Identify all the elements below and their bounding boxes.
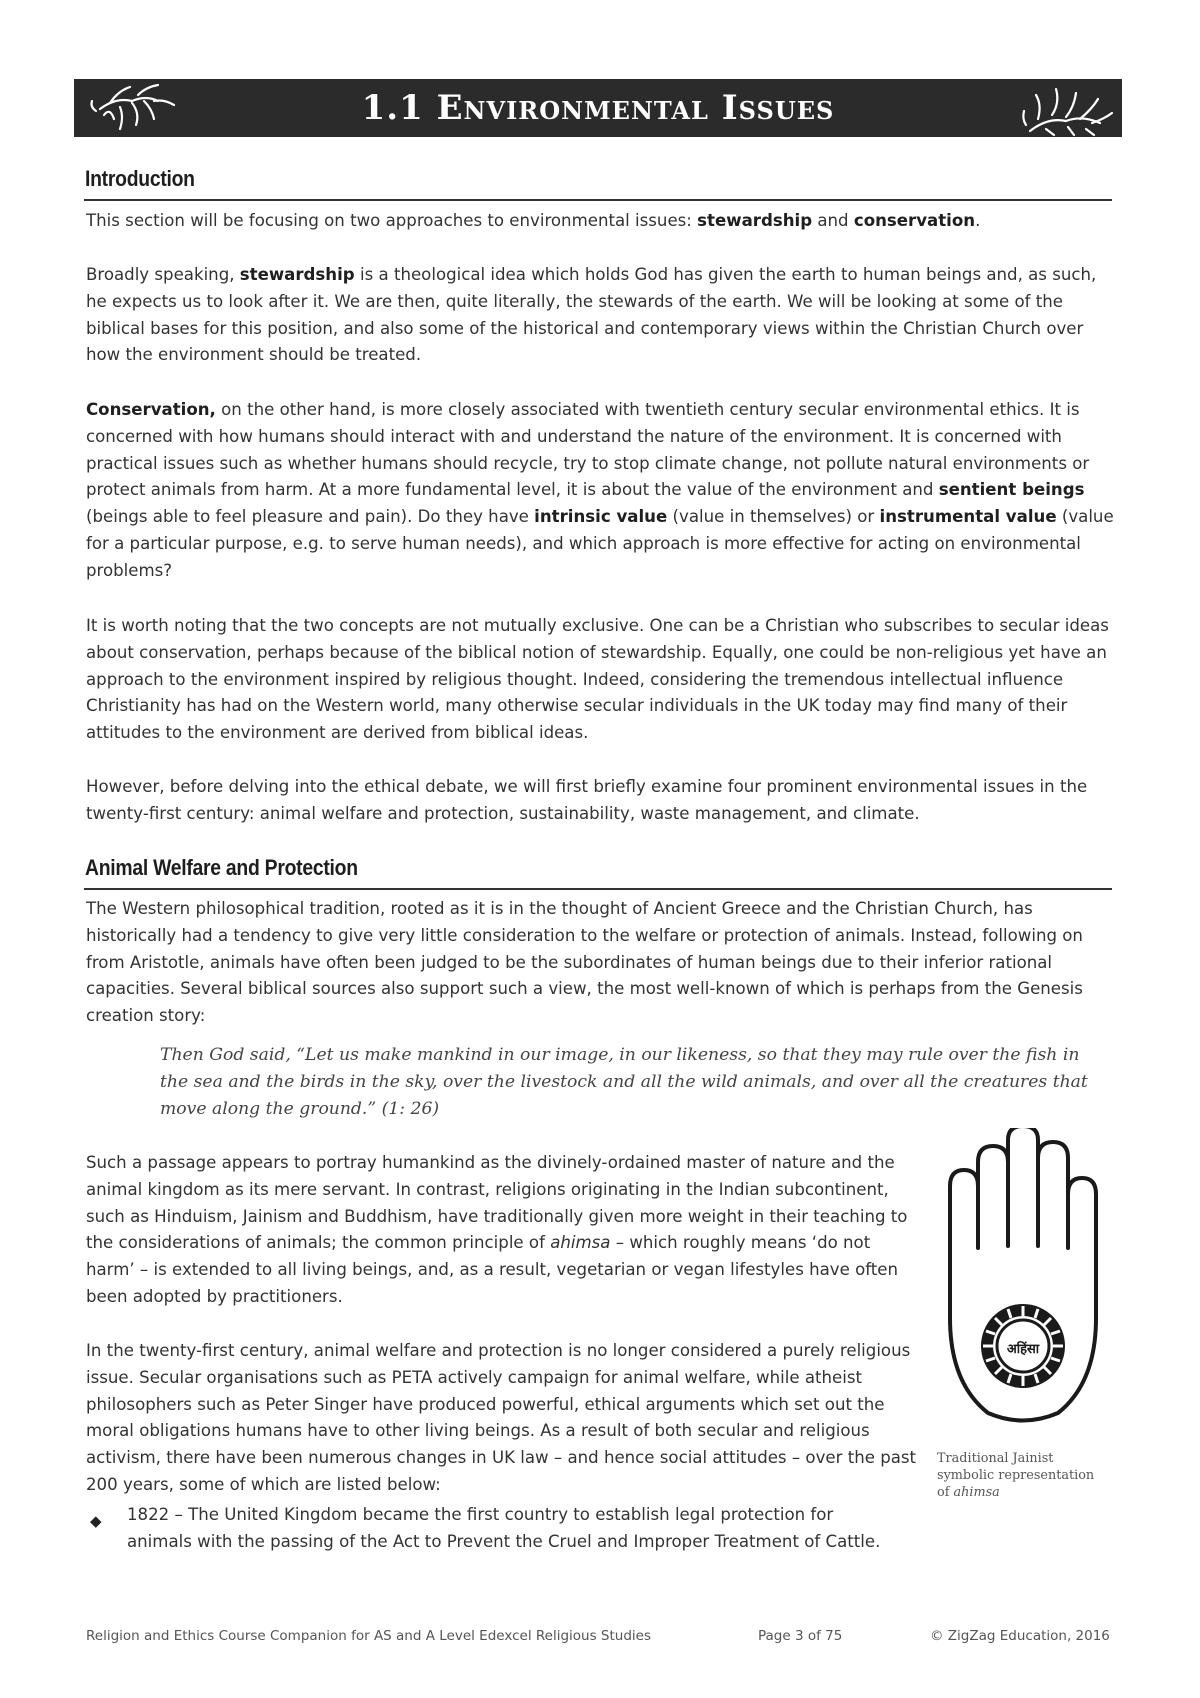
section-heading-animal-welfare: Animal Welfare and Protection <box>85 855 358 880</box>
bullet-item-1822: 1822 – The United Kingdom became the first country to establish legal protection for animals with the passing of the Act to Prevent the Cruel and Improper Treatment of Cattle. <box>127 1505 881 1551</box>
animal-welfare-paragraph-2: Such a passage appears to portray humankind as the divinely-ordained master of nature and the animal kingdom as its mere servant. In contrast, religions originating in the Indian subcontinent, such as Hinduism, Jainism and Buddhism, have traditionally given more weight in their teaching to the considerations of animals; the common principle of ahimsa – which roughly means ‘do not harm’ – is extended to all living beings, and, as a result, vegetarian or vegan lifestyles have often been adopted by practitioners. <box>86 1153 908 1306</box>
intro-paragraph-5: However, before delving into the ethical debate, we will first briefly examine four prominent environmental issues in the twenty-first century: animal welfare and protection, sustainability, waste management, and climate. <box>86 777 1088 823</box>
footer-page-number: Page 3 of 75 <box>758 1628 843 1644</box>
animal-welfare-paragraph-3: In the twenty-first century, animal welfare and protection is no longer considered a purely religious issue. Secular organisations such as PETA actively campaign for animal welfare, while atheist philosophers such as Peter Singer have produced powerful, ethical arguments which set out the moral obligations humans have to other living beings. As a result of both secular and religious activism, there have been numerous changes in UK law – and hence social attitudes – over the past 200 years, some of which are listed below: <box>86 1341 917 1494</box>
animal-welfare-paragraph-1: The Western philosophical tradition, rooted as it is in the thought of Ancient Greece and the Christian Church, has historically had a tendency to give very little consideration to the welfare or protection of animals. Instead, following on from Aristotle, animals have often been judged to be the subordinates of human beings due to their inferior rational capacities. Several biblical sources also support such a view, the most well-known of which is perhaps from the Genesis creation story: <box>86 899 1083 1026</box>
section-heading-introduction: Introduction <box>85 166 195 191</box>
ahimsa-emblem-text: अहिंसा <box>1006 1342 1040 1357</box>
genesis-quote: Then God said, “Let us make mankind in our image, in our likeness, so that they may rule over the fish in the sea and the birds in the sky, over the livestock and all the wild animals, and over all the creatures that move along the ground.” (1: 26) <box>160 1045 1088 1119</box>
sun-decoration-icon <box>1008 79 1118 137</box>
footer-copyright: © ZigZag Education, 2016 <box>930 1628 1110 1644</box>
title-banner <box>74 79 1122 137</box>
page-title: 1.1 Environmental Issues <box>361 88 835 128</box>
intro-paragraph-3: Conservation, on the other hand, is more closely associated with twentieth century secular environmental ethics. It is concerned with how humans should interact with and understand the nature of the environment. It is concerned with practical issues such as whether humans should recycle, try to stop climate change, not pollute natural environments or protect animals from harm. At a more fundamental level, it is about the value of the environment and sentient beings (beings able to feel pleasure and pain). Do they have intrinsic value (value in themselves) or instrumental value (value for a particular purpose, e.g. to serve human needs), and which approach is more effective for acting on environmental problems? <box>86 400 1114 580</box>
jain-hand-icon <box>938 1128 1108 1428</box>
intro-paragraph-1: This section will be focusing on two approaches to environmental issues: stewardship and conservation. <box>86 211 981 230</box>
intro-paragraph-4: It is worth noting that the two concepts are not mutually exclusive. One can be a Christian who subscribes to secular ideas about conservation, perhaps because of the biblical notion of stewardship. Equally, one could be non-religious yet have an approach to the environment inspired by religious thought. Indeed, considering the tremendous intellectual influence Christianity has had on the Western world, many otherwise secular individuals in the UK today may find many of their attitudes to the environment are derived from biblical ideas. <box>86 616 1109 743</box>
intro-paragraph-2: Broadly speaking, stewardship is a theological idea which holds God has given the earth to human beings and, as such, he expects us to look after it. We are then, quite literally, the stewards of the earth. We will be looking at some of the biblical bases for this position, and also some of the historical and contemporary views within the Christian Church over how the environment should be treated. <box>86 265 1097 365</box>
section-divider <box>84 888 1112 890</box>
title-word-issues: Issues <box>721 88 835 128</box>
bullet-diamond-icon: ◆ <box>90 1512 102 1530</box>
title-word-environmental: Environmental <box>436 88 709 128</box>
footer-course-title: Religion and Ethics Course Companion for AS and A Level Edexcel Religious Studies <box>86 1628 651 1644</box>
section-divider <box>84 199 1112 201</box>
figure-caption: Traditional Jainist symbolic representation of ahimsa <box>937 1451 1095 1500</box>
